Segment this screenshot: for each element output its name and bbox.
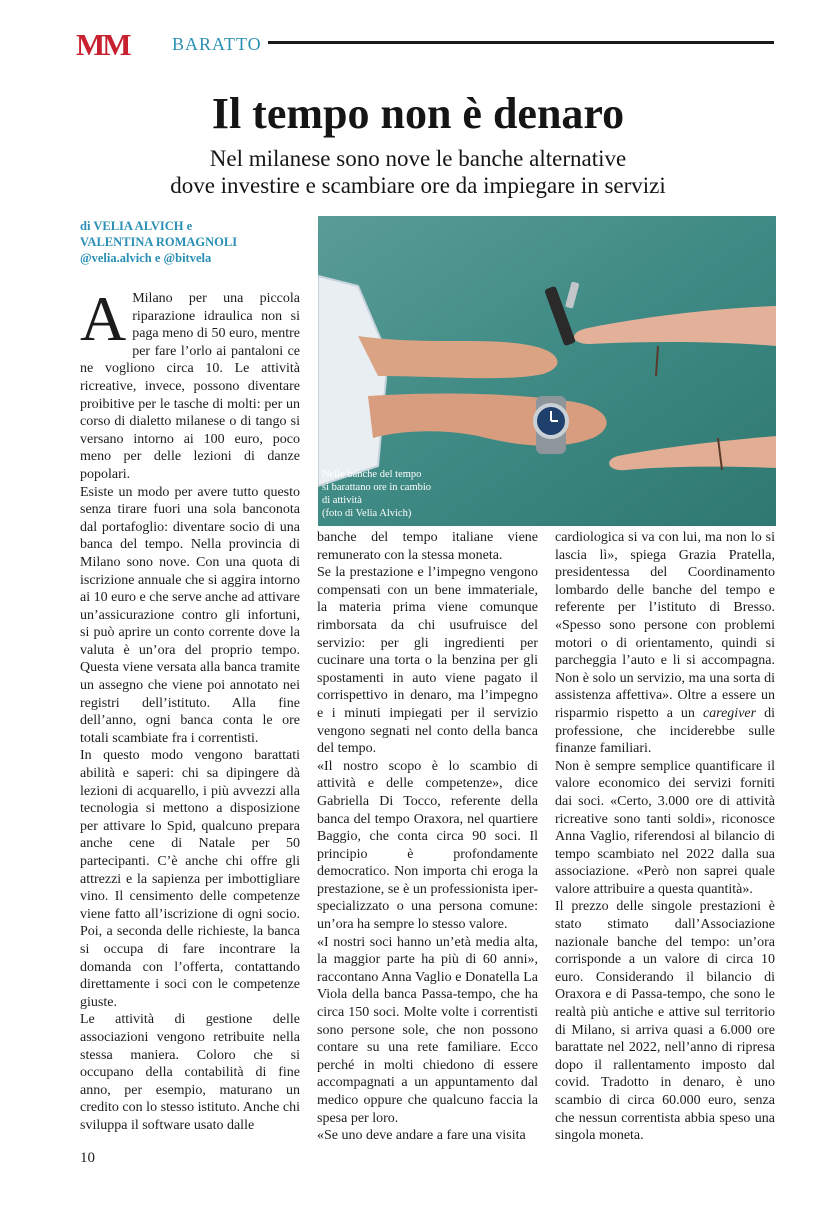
paragraph (80, 283, 300, 484)
photo-caption (322, 468, 492, 520)
section-label: BARATTO (172, 34, 262, 54)
article-subtitle (0, 145, 836, 199)
paragraph: Non è sempre semplice quantificare il valore economico dei servizi forniti dai soci. «Certo, 3.000 ore di attività ricreative sono tanti soldi», riconosce Anna Vaglio, riferendosi al bilancio di tempo scambiato nel 2022 dalla sua associazione. «Però non saprei quale valore attribuire a questa quantità». (555, 758, 775, 897)
paragraph: «Se uno deve andare a fare una visita (317, 1128, 526, 1144)
header-rule (268, 41, 774, 44)
byline (80, 218, 312, 266)
emphasis: caregiver (702, 705, 757, 721)
byline-handles: @velia.alvich e @bitvela (80, 251, 212, 265)
subtitle-line: Nel milanese sono nove le banche alternative (209, 146, 627, 171)
paragraph: Le attività di gestione delle associazioni vengono retribuite nella stessa maniera. Coloro che si occupano della contabilità di fine anno, per esempio, maturano un credito con lo stesso istituto. Anche chi sviluppa il software usato dalle (80, 1012, 300, 1133)
paragraph-text: di professione, che inciderebbe sulle finanze familiari. (555, 705, 775, 757)
byline-authors-1: di VELIA ALVICH e (80, 219, 193, 233)
caption-credit: (foto di Velia Alvich) (322, 508, 412, 519)
paragraph: In questo modo vengono barattati abilità e saperi: chi sa dipingere dà lezioni di acquarello, i più avvezzi alla tecnologia si mettono a disposizione per attivare lo Spid, qualcuno prepara anche cene di Natale per 50 partecipanti. C’è anche chi offre gli attrezzi e la sapienza per imbottigliare vino. Il censimento delle competenze viene fatto all’iscrizione di ogni socio. Poi, a seconda delle richieste, la banca si occupa di fare incontrare la domanda con l’offerta, contattando direttamente i soci con le competenze giuste. (80, 748, 300, 1010)
paragraph: «I nostri soci hanno un’età media alta, la maggior parte ha più di 60 anni», raccontano Anna Vaglio e Donatella La Viola della banca Passa-tempo, che ha circa 150 soci. Molte volte i correntisti sono persone sole, che non possono contare su una rete familiare. Ecco perché in molti chiedono di essere accompagnati a un appuntamento dal medico oppure che qualcuno faccia la spesa per loro. (317, 934, 538, 1126)
caption-line: si barattano ore in cambio (322, 482, 432, 493)
article-column-2 (317, 529, 538, 1145)
drop-cap: A (80, 283, 127, 354)
paragraph: Il prezzo delle singole prestazioni è stato stimato dall’Associazione nazionale banche del tempo: un’ora corrisponde a un valore di circa 10 euro. Considerando il bilancio di Oraxora e di Passa-tempo, che sono le realtà più antiche e attive sul territorio di Milano, si arriva quasi a 6.000 ore barattate nel 2022, nell’anno di ripresa dopo il rallentamento imposto dal covid. Tradotto in denaro, è uno scambio di circa 60.000 euro, senza che nessun correntista abbia speso una singola moneta. (555, 899, 775, 1144)
caption-line: di attività (322, 495, 362, 506)
paragraph: «Il nostro scopo è lo scambio di attività e delle competenze», dice Gabriella Di Tocco, referente della banca del tempo Oraxora, nel quartiere Baggio, che conta circa 90 soci. Il principio è profondamente democratico. Non importa chi eroga la prestazione, se è un professionista iper-specializzato o una persona comune: un’ora ha sempre lo stesso valore. (317, 758, 538, 933)
paragraph: banche del tempo italiane viene remunerato con la stessa moneta. (317, 530, 538, 563)
article-column-1 (80, 283, 300, 1135)
subtitle-line: dove investire e scambiare ore da impiegare in servizi (170, 173, 666, 198)
paragraph-text: Milano per una piccola riparazione idraulica non si paga meno di 50 euro, mentre per fare l’orlo ai pantaloni ce ne vogliono circa 10. Le attività ricreative, invece, possono diventare proibitive per le tasche di molti: per un corso di dialetto milanese o di tango si versano intorno ai 100 euro, poco meno per delle lezioni di danze popolari. (80, 291, 300, 482)
caption-line: Nelle banche del tempo (322, 469, 422, 480)
paragraph-text: cardiologica si va con lui, ma non lo si lascia lì», spiega Grazia Pratella, presidentessa del Coordinamento lombardo delle banche del tempo e referente per l’istituto di Bresso. «Spesso sono persone con problemi motori o di orientamento, quindi si parcheggia l’auto e li si accompagna. Non è solo un servizio, ma una sorta di assistenza affettiva». Oltre a essere un risparmio rispetto a un (555, 530, 775, 721)
page-number: 10 (80, 1150, 95, 1166)
paragraph: Se la prestazione e l’impegno vengono compensati con un bene immateriale, la materia prima viene comunque rimborsata da chi usufruisce del servizio: per gli ingredienti per cucinare una torta o la benzina per gli spostamenti in auto viene pagato il corrispettivo in denaro, ma l’impegno e i minuti impiegati per il servizio vengono segnati nel conto della banca del tempo. (317, 565, 538, 757)
article-column-3 (555, 529, 775, 1145)
magazine-logo: MM (76, 27, 129, 62)
paragraph (555, 529, 775, 758)
paragraph: Esiste un modo per avere tutto questo senza tirare fuori una sola banconota dal portafoglio: diventare socio di una banca del tempo. Nella provincia di Milano sono nove. Con una quota di iscrizione annuale che si aggira intorno ai 10 euro e che serve anche ad attivare un’assicurazione contro gli infortuni, si può aprire un conto corrente dove la valuta è un’ora del proprio tempo. Questa viene versata alla banca tramite un assegno che viene poi annotato nei registri dell’istituto. Alla fine dell’anno, ogni banca conta le ore totali scambiate fra i correntisti. (80, 484, 300, 746)
byline-authors-2: VALENTINA ROMAGNOLI (80, 235, 238, 249)
article-title: Il tempo non è denaro (211, 89, 625, 138)
